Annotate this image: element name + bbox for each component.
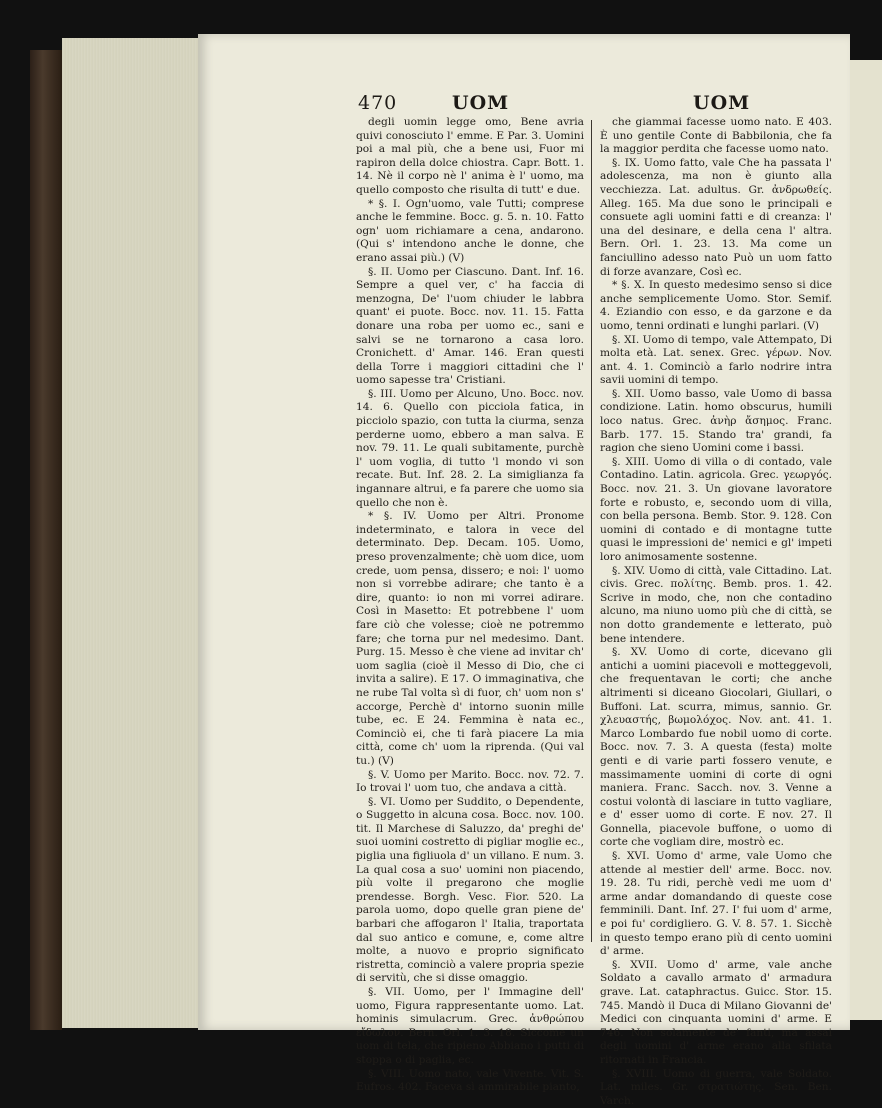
column-divider [591,120,592,942]
right-column [600,116,832,1108]
entry-paragraph: * §. X. In questo medesimo senso si dice anche semplicemente Uomo. Stor. Semif. 4. Eziandio con esso, e da garzone e da uomo, tenni ordinati e lunghi parlari. (V) [600,279,832,332]
entry-paragraph: degli uomin legge omo, Bene avria quivi conosciuto l' emme. E Par. 3. Uomini poi a mal più, che a bene usi, Fuor mi rapiron della dolce chiostra. Capr. Bott. 1. 14. Nè il corpo nè l' anima è l' uomo, ma quello composto che risulta di tutt' e due. [356,116,584,196]
entry-paragraph: §. VII. Uomo, per l' Immagine dell' uomo, Figura rappresentante uomo. Lat. hominis simulacrum. Grec. ἀνθρώπου εἴδωλον. Bern. Orl. 1. 3. 18. Siccome un uom di tela, che ripieno Abbiano i putti di stoppa o di paglia, ec. [356,986,584,1066]
entry-paragraph: §. XIII. Uomo di villa o di contado, vale Contadino. Latin. agricola. Grec. γεωργός. Bocc. nov. 21. 3. Un giovane lavoratore forte e robusto, e, secondo uom di villa, con bella persona. Bemb. Stor. 9. 128. Con uomini di contado e di montagne tutte quasi le impressioni de' nemici e gl' impeti loro animosamente sostenne. [600,455,832,563]
entry-paragraph: §. XV. Uomo di corte, dicevano gli antichi a uomini piacevoli e motteggevoli, che frequentavan le corti; che anche altrimenti si diceano Giocolari, Giullari, o Buffoni. Lat. scurra, mimus, sannio. Gr. χλευαστής, βωμολόχος. Nov. ant. 41. 1. Marco Lombardo fue nobil uomo di corte. Bocc. nov. 7. 3. A questa (festa) molte genti e di varie parti fossero venute, e massimamente uomini di corte di ogni maniera. Franc. Sacch. nov. 3. Venne a costui volontà di lasciare in tutto vagliare, e d' esser uomo di corte. E nov. 27. Il Gonnella, piacevole buffone, o uomo di corte che vogliam dire, mostrò ec. [600,646,832,849]
entry-paragraph: §. VI. Uomo per Suddito, o Dependente, o Suggetto in alcuna cosa. Bocc. nov. 100. tit. Il Marchese di Saluzzo, da' preghi de' suoi uomini costretto di pigliar moglie ec., piglia una figliuola d' un villano. E num. 3. La qual cosa a suo' uomini non piacendo, più volte il pregarono che moglie prendesse. Borgh. Vesc. Fior. 520. La parola uomo, dopo quelle gran piene de' barbari che affogaron l' Italia, traportata dal suo antico e comune, e, come altre molte, a nuovo e proprio significato ristretta, cominciò a valere propria spezie di servitù, che si disse omaggio. [356,795,584,985]
page-number: 470 [358,92,398,114]
left-column [356,116,584,1095]
entry-paragraph: * §. I. Ogn'uomo, vale Tutti; comprese anche le femmine. Bocc. g. 5. n. 10. Fatto ogn' uom richiamare a cena, andarono. (Qui s' intendono anche le donne, che erano assai più.) (V) [356,197,584,264]
entry-paragraph: §. V. Uomo per Marito. Bocc. nov. 72. 7. Io trovai l' uom tuo, che andava a città. [356,768,584,795]
entry-paragraph: §. XII. Uomo basso, vale Uomo di bassa condizione. Latin. homo obscurus, humili loco natus. Grec. ἀνὴρ ἄσημος. Franc. Barb. 177. 15. Stando tra' grandi, fa ragion che sieno Uomini come i bassi. [600,387,832,455]
entry-paragraph: §. XI. Uomo di tempo, vale Attempato, Di molta età. Lat. senex. Grec. γέρων. Nov. ant. 4. 1. Cominciò a farlo nodrire intra savii uomini di tempo. [600,333,832,387]
entry-paragraph: * §. IV. Uomo per Altri. Pronome indeterminato, e talora in vece del determinato. Dep. Decam. 105. Uomo, preso provenzalmente; chè uom dice, uom crede, uom pensa, dissero; e noi: l' uomo non si vorrebbe adirare; che tanto è a dire, quanto: io non mi vorrei adirare. Così in Masetto: Et potrebbene l' uom fare ciò che volesse; cioè ne potremmo fare; che torna pur nel medesimo. Dant. Purg. 15. Messo è che viene ad invitar ch' uom saglia (cioè il Messo di Dio, che ci invita a salire). E 17. O immaginativa, che ne rube Tal volta sì di fuor, ch' uom non s' accorge, Perchè d' intorno suonin mille tube, ec. E 24. Femmina è nata ec., Cominciò ei, che ti farà piacere La mia città, come ch' uom la riprenda. (Qui val tu.) (V) [356,510,584,767]
running-header-left: UOM [452,92,510,114]
page-edges [62,38,201,1028]
entry-paragraph: §. IX. Uomo fatto, vale Che ha passata l' adolescenza, ma non è giunto alla vecchiezza. Lat. adultus. Gr. ἀνδρωθείς. Alleg. 165. Ma due sono le principali e consuete agli uomini fatti e di creanza: l' una del desinare, e della cena l' altra. Bern. Orl. 1. 23. 13. Ma come un fanciullino adesso nato Può un uom fatto di forze avanzare, Così ec. [600,156,832,278]
entry-paragraph: §. II. Uomo per Ciascuno. Dant. Inf. 16. Sempre a quel ver, c' ha faccia di menzogna, De' l'uom chiuder le labbra quant' ei puote. Bocc. nov. 11. 15. Fatta donare una roba per uomo ec., sani e salvi se ne tornarono a casa loro. Cronichett. d' Amar. 146. Eran questi della Torre i maggiori cittadini che l' uomo sapesse tra' Cristiani. [356,265,584,387]
entry-paragraph: §. XVII. Uomo d' arme, vale anche Soldato a cavallo armato d' armadura grave. Lat. cataphractus. Guicc. Stor. 15. 745. Mandò il Duca di Milano Giovanni de' Medici con cinquanta uomini d' arme. E 746. Non solamente de' fanti, ma assai degli uomini d' arme erano alla sfilata ritornati in Francia. [600,958,832,1066]
book-spine [30,50,62,1030]
entry-paragraph: §. XVIII. Uomo di guerra, vale Soldato. Lat. miles. Gr. στρατιώτης. Sen. Ben. Varch. [600,1067,832,1107]
entry-paragraph: §. XIV. Uomo di città, vale Cittadino. Lat. civis. Grec. πολίτης. Bemb. pros. 1. 42. Scrive in modo, che, non che contadino alcuno, ma niuno uomo più che di città, se non dotto grandemente e letterato, può bene intendere. [600,564,832,645]
running-header-right: UOM [693,92,751,114]
entry-paragraph: §. VIII. Uomo nato, vale Vivente. Vit. S. Eufros. 402. Faceva sì ammirabile pianto, [356,1067,584,1094]
entry-paragraph: §. III. Uomo per Alcuno, Uno. Bocc. nov. 14. 6. Quello con picciola fatica, in picciolo spazio, con tutta la ciurma, senza perderne uomo, ebbero a man salva. E nov. 79. 11. Le quali subitamente, purchè l' uom voglia, di tutto 'l mondo vi son recate. But. Inf. 28. 2. La simiglianza fa ingannare altrui, e fa parere che uomo sia quello che non è. [356,387,584,509]
facing-page-edge [850,60,882,1020]
entry-paragraph: che giammai facesse uomo nato. E 403. È uno gentile Conte di Babbilonia, che fa la maggior perdita che facesse uomo nato. [600,116,832,156]
entry-paragraph: §. XVI. Uomo d' arme, vale Uomo che attende al mestier dell' arme. Bocc. nov. 19. 28. Tu ridi, perchè vedi me uom d' arme andar domandando di queste cose femminili. Dant. Inf. 27. I' fui uom d' arme, e poi fu' cordigliero. G. V. 8. 57. 1. Sicchè in questo tempo erano più di cento uomini d' arme. [600,850,832,958]
